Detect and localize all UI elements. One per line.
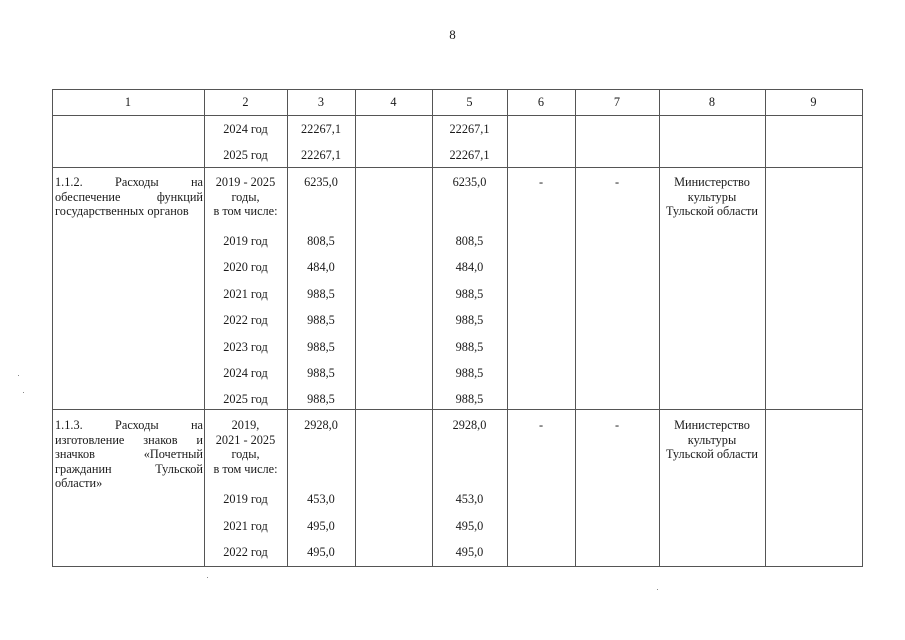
page-number: 8 bbox=[449, 27, 456, 42]
scan-speck bbox=[657, 589, 658, 590]
period-line: 2019 - 2025 bbox=[215, 175, 276, 189]
column-rule bbox=[765, 89, 766, 567]
description-line: государственных органов bbox=[55, 204, 189, 218]
row-rule bbox=[52, 167, 863, 168]
budget-table bbox=[52, 89, 862, 566]
period-cell: 2022 год bbox=[223, 545, 268, 559]
table-border-top bbox=[52, 89, 863, 90]
header-col-7: 7 bbox=[613, 95, 621, 109]
period-summary bbox=[204, 175, 287, 219]
period-cell: 2023 год bbox=[223, 339, 268, 354]
amount-cell: 808,5 bbox=[307, 234, 335, 248]
period-line: годы, bbox=[231, 189, 260, 204]
column-rule bbox=[355, 89, 356, 567]
header-col-8: 8 bbox=[708, 95, 716, 109]
row-rule bbox=[52, 409, 863, 410]
amount-cell: 22267,1 bbox=[301, 122, 341, 136]
description-line: 1.1.3. Расходы на bbox=[55, 418, 203, 432]
period-line: 2021 - 2025 bbox=[215, 432, 276, 447]
period-cell: 2025 год bbox=[223, 148, 268, 162]
item-description bbox=[55, 418, 203, 491]
ministry-line: культуры bbox=[687, 432, 737, 447]
amount-cell: 988,5 bbox=[307, 313, 335, 328]
description-line: изготовление знаков и bbox=[55, 432, 203, 447]
period-cell: 2019 год bbox=[223, 234, 268, 248]
amount-cell: 484,0 bbox=[307, 260, 335, 275]
amount-cell: 484,0 bbox=[455, 260, 484, 275]
period-cell: 2025 год bbox=[223, 392, 268, 407]
header-col-6: 6 bbox=[537, 95, 545, 109]
dash-cell: - bbox=[538, 418, 544, 432]
amount-cell: 453,0 bbox=[307, 492, 335, 506]
amount-cell: 988,5 bbox=[307, 392, 335, 407]
header-col-1: 1 bbox=[124, 95, 132, 109]
scan-speck bbox=[18, 375, 19, 376]
amount-cell: 988,5 bbox=[455, 286, 484, 301]
amount-cell: 22267,1 bbox=[449, 148, 490, 162]
responsible-body bbox=[659, 418, 765, 462]
period-line: 2019, bbox=[231, 418, 260, 432]
period-line: в том числе: bbox=[213, 461, 278, 476]
ministry-line: Тульской области bbox=[666, 204, 758, 218]
dash-cell: - bbox=[614, 418, 620, 432]
ministry-line: Министерство bbox=[674, 418, 750, 432]
column-rule bbox=[862, 89, 863, 567]
period-cell: 2024 год bbox=[223, 366, 268, 380]
column-rule bbox=[659, 89, 660, 567]
description-line: гражданин Тульской bbox=[55, 461, 203, 476]
amount-cell: 495,0 bbox=[307, 518, 335, 533]
scan-speck bbox=[207, 577, 208, 578]
amount-cell: 988,5 bbox=[307, 366, 335, 380]
amount-cell: 22267,1 bbox=[449, 122, 490, 136]
description-line: области» bbox=[55, 476, 103, 490]
description-line: значков «Почетный bbox=[55, 447, 203, 461]
amount-cell: 453,0 bbox=[455, 492, 484, 506]
dash-cell: - bbox=[614, 175, 620, 189]
period-cell: 2020 год bbox=[223, 260, 268, 275]
ministry-line: Министерство bbox=[674, 175, 750, 189]
amount-cell: 22267,1 bbox=[301, 148, 341, 162]
amount-cell: 495,0 bbox=[455, 545, 484, 559]
scan-speck bbox=[23, 392, 24, 393]
period-cell: 2021 год bbox=[223, 286, 268, 301]
header-rule bbox=[52, 115, 863, 116]
amount-cell: 495,0 bbox=[307, 545, 335, 559]
period-line: в том числе: bbox=[213, 204, 278, 218]
total-amount: 2928,0 bbox=[452, 418, 487, 432]
header-col-4: 4 bbox=[390, 95, 397, 109]
responsible-body bbox=[659, 175, 765, 219]
period-cell: 2024 год bbox=[223, 122, 268, 136]
ministry-line: культуры bbox=[687, 189, 737, 204]
ministry-line: Тульской области bbox=[666, 447, 758, 461]
dash-cell: - bbox=[538, 175, 544, 189]
period-cell: 2022 год bbox=[223, 313, 268, 328]
amount-cell: 988,5 bbox=[307, 339, 335, 354]
period-line: годы, bbox=[231, 447, 260, 461]
amount-cell: 988,5 bbox=[455, 339, 484, 354]
item-description bbox=[55, 175, 203, 219]
header-col-9: 9 bbox=[810, 95, 817, 109]
amount-cell: 988,5 bbox=[455, 313, 484, 328]
period-summary bbox=[204, 418, 287, 476]
amount-cell: 988,5 bbox=[455, 366, 484, 380]
header-col-5: 5 bbox=[466, 95, 473, 109]
amount-cell: 988,5 bbox=[455, 392, 484, 407]
total-amount: 6235,0 bbox=[452, 175, 487, 189]
table-border-bottom bbox=[52, 566, 863, 567]
period-cell: 2019 год bbox=[223, 492, 268, 506]
description-line: обеспечение функций bbox=[55, 189, 203, 204]
column-rule bbox=[52, 89, 53, 567]
amount-cell: 988,5 bbox=[307, 286, 335, 301]
period-cell: 2021 год bbox=[223, 518, 268, 533]
amount-cell: 495,0 bbox=[455, 518, 484, 533]
header-col-3: 3 bbox=[317, 95, 325, 109]
total-amount: 2928,0 bbox=[304, 418, 338, 432]
header-col-2: 2 bbox=[242, 95, 249, 109]
description-line: 1.1.2. Расходы на bbox=[55, 175, 203, 189]
total-amount: 6235,0 bbox=[304, 175, 338, 189]
column-rule bbox=[507, 89, 508, 567]
column-rule bbox=[575, 89, 576, 567]
amount-cell: 808,5 bbox=[455, 234, 484, 248]
